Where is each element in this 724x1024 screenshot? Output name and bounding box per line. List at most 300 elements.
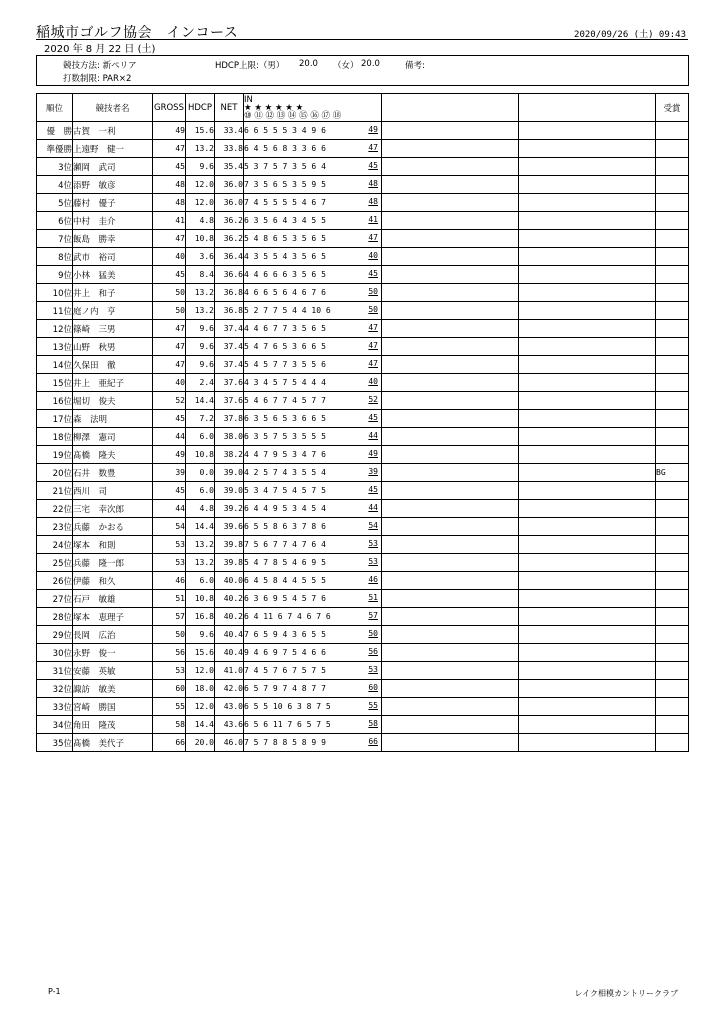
player-name-cell: 井上 亜紀子 (73, 374, 153, 392)
net-cell: 40.2 (215, 608, 244, 626)
net-cell: 37.6 (215, 392, 244, 410)
blank-cell (519, 590, 656, 608)
in-total: 48 (368, 197, 378, 206)
award-cell (656, 248, 689, 266)
player-name-cell: 長岡 広治 (73, 626, 153, 644)
player-name-cell: 庭ノ内 亨 (73, 302, 153, 320)
net-cell: 46.0 (215, 734, 244, 752)
blank-cell (519, 734, 656, 752)
gross-cell: 40 (153, 374, 186, 392)
blank-cell (382, 464, 519, 482)
blank-cell (382, 662, 519, 680)
award-cell (656, 284, 689, 302)
hdcp-cell: 14.4 (186, 518, 215, 536)
award-cell (656, 140, 689, 158)
hole-numbers: ⑩ ⑪ ⑫ ⑬ ⑭ ⑮ ⑯ ⑰ ⑱ (244, 110, 342, 121)
printed-timestamp: 2020/09/26 (土) 09:43 (574, 30, 686, 40)
hole-scores-cell (244, 284, 382, 302)
hole-scores-cell (244, 572, 382, 590)
award-cell (656, 410, 689, 428)
hdcp-cell: 9.6 (186, 626, 215, 644)
hdcp-female-value: 20.0 (361, 59, 380, 69)
gross-cell: 49 (153, 122, 186, 140)
hole-scores: 7 4 5 7 6 7 5 7 5 (244, 666, 326, 675)
hole-scores-cell (244, 248, 382, 266)
col-gross: GROSS (153, 94, 186, 122)
in-total: 39 (368, 467, 378, 476)
player-name-cell: 諏訪 敏美 (73, 680, 153, 698)
blank-cell (519, 446, 656, 464)
player-name-cell: 山野 秋男 (73, 338, 153, 356)
hole-scores: 6 3 5 6 4 3 4 5 5 (244, 216, 326, 225)
in-total: 40 (368, 251, 378, 260)
table-row (37, 464, 689, 482)
hdcp-cell: 6.0 (186, 572, 215, 590)
hdcp-cell: 13.2 (186, 140, 215, 158)
table-row (37, 518, 689, 536)
blank-cell (519, 320, 656, 338)
player-name-cell: 添野 敏彦 (73, 176, 153, 194)
gross-cell: 41 (153, 212, 186, 230)
net-cell: 36.4 (215, 248, 244, 266)
net-cell: 38.2 (215, 446, 244, 464)
blank-cell (519, 626, 656, 644)
rank-cell: 31位 (37, 662, 73, 680)
player-name-cell: 三宅 幸次郎 (73, 500, 153, 518)
player-name-cell: 中村 圭介 (73, 212, 153, 230)
hdcp-cell: 10.8 (186, 590, 215, 608)
table-row (37, 374, 689, 392)
award-cell (656, 518, 689, 536)
hdcp-cell: 9.6 (186, 320, 215, 338)
gross-cell: 47 (153, 140, 186, 158)
hole-scores: 6 5 6 11 7 6 5 7 5 (244, 720, 331, 729)
competition-info-box (36, 55, 689, 86)
table-row (37, 662, 689, 680)
hdcp-cell: 14.4 (186, 716, 215, 734)
hole-scores: 4 2 5 7 4 3 5 5 4 (244, 468, 326, 477)
net-cell: 43.6 (215, 716, 244, 734)
hdcp-cell: 6.0 (186, 428, 215, 446)
blank-cell (382, 500, 519, 518)
hole-scores-cell (244, 518, 382, 536)
hole-scores-cell (244, 662, 382, 680)
blank-cell (382, 716, 519, 734)
rank-cell: 29位 (37, 626, 73, 644)
remarks-label: 備考: (405, 61, 425, 71)
col-blank-2 (519, 94, 656, 122)
table-row (37, 482, 689, 500)
hole-scores-cell (244, 734, 382, 752)
table-row (37, 572, 689, 590)
rank-cell: 24位 (37, 536, 73, 554)
hole-scores-cell (244, 176, 382, 194)
hole-scores-cell (244, 338, 382, 356)
col-name: 競技者名 (73, 94, 153, 122)
gross-cell: 45 (153, 482, 186, 500)
hole-scores-cell (244, 644, 382, 662)
award-cell (656, 590, 689, 608)
hole-scores: 6 4 4 9 5 3 4 5 4 (244, 504, 326, 513)
in-total: 44 (368, 503, 378, 512)
award-cell (656, 572, 689, 590)
gross-cell: 49 (153, 446, 186, 464)
award-cell (656, 428, 689, 446)
award-cell (656, 716, 689, 734)
in-total: 54 (368, 521, 378, 530)
in-total: 44 (368, 431, 378, 440)
blank-cell (382, 266, 519, 284)
blank-cell (519, 230, 656, 248)
hole-scores: 6 3 5 7 5 3 5 5 5 (244, 432, 326, 441)
gross-cell: 45 (153, 158, 186, 176)
gross-cell: 51 (153, 590, 186, 608)
gross-cell: 50 (153, 284, 186, 302)
rank-cell: 23位 (37, 518, 73, 536)
rank-cell: 7位 (37, 230, 73, 248)
hole-scores-cell (244, 122, 382, 140)
hole-scores: 6 3 6 9 5 4 5 7 6 (244, 594, 326, 603)
table-row (37, 320, 689, 338)
blank-cell (519, 122, 656, 140)
rank-cell: 16位 (37, 392, 73, 410)
player-name-cell: 安藤 英敏 (73, 662, 153, 680)
stroke-limit-label: 打数制限: PAR×2 (63, 74, 132, 84)
gross-cell: 48 (153, 176, 186, 194)
gross-cell: 53 (153, 554, 186, 572)
player-name-cell: 宮崎 勝国 (73, 698, 153, 716)
hole-scores: 7 4 5 5 5 5 4 6 7 (244, 198, 326, 207)
player-name-cell: 古賀 一利 (73, 122, 153, 140)
rank-cell: 27位 (37, 590, 73, 608)
gross-cell: 52 (153, 392, 186, 410)
player-name-cell: 西川 司 (73, 482, 153, 500)
award-cell (656, 554, 689, 572)
table-row (37, 446, 689, 464)
award-cell (656, 698, 689, 716)
blank-cell (382, 446, 519, 464)
table-row (37, 392, 689, 410)
hole-scores: 6 5 5 8 6 3 7 8 6 (244, 522, 326, 531)
net-cell: 36.0 (215, 176, 244, 194)
table-row (37, 230, 689, 248)
player-name-cell: 石戸 敏雄 (73, 590, 153, 608)
hole-scores: 6 5 5 10 6 3 8 7 5 (244, 702, 331, 711)
rank-cell: 6位 (37, 212, 73, 230)
hole-scores: 6 4 5 8 4 4 5 5 5 (244, 576, 326, 585)
handicap-hole-stars: ★ ★ ★ ★ ★ ★ (244, 102, 304, 113)
net-cell: 41.0 (215, 662, 244, 680)
net-cell: 36.2 (215, 230, 244, 248)
in-total: 47 (368, 341, 378, 350)
rank-cell: 20位 (37, 464, 73, 482)
table-row (37, 194, 689, 212)
blank-cell (519, 698, 656, 716)
table-row (37, 338, 689, 356)
rank-cell: 10位 (37, 284, 73, 302)
blank-cell (519, 194, 656, 212)
blank-cell (382, 734, 519, 752)
player-name-cell: 角田 隆茂 (73, 716, 153, 734)
hdcp-cell: 0.0 (186, 464, 215, 482)
blank-cell (519, 500, 656, 518)
blank-cell (382, 572, 519, 590)
rank-cell: 3位 (37, 158, 73, 176)
blank-cell (519, 680, 656, 698)
rank-cell: 21位 (37, 482, 73, 500)
hole-scores: 4 4 6 6 6 3 5 6 5 (244, 270, 326, 279)
rank-cell: 34位 (37, 716, 73, 734)
blank-cell (519, 392, 656, 410)
net-cell: 39.8 (215, 536, 244, 554)
hole-scores: 7 5 6 7 7 4 7 6 4 (244, 540, 326, 549)
award-cell (656, 230, 689, 248)
blank-cell (519, 536, 656, 554)
in-total: 55 (368, 701, 378, 710)
hole-scores-cell (244, 554, 382, 572)
table-row (37, 590, 689, 608)
table-header-row (37, 94, 689, 122)
table-row (37, 554, 689, 572)
hdcp-female-label: （女） (333, 61, 359, 71)
in-total: 53 (368, 665, 378, 674)
in-total: 47 (368, 233, 378, 242)
blank-cell (519, 140, 656, 158)
rank-cell: 19位 (37, 446, 73, 464)
net-cell: 37.6 (215, 374, 244, 392)
hole-scores-cell (244, 626, 382, 644)
player-name-cell: 永野 俊一 (73, 644, 153, 662)
hdcp-cell: 12.0 (186, 194, 215, 212)
table-row (37, 734, 689, 752)
gross-cell: 53 (153, 662, 186, 680)
rank-cell: 13位 (37, 338, 73, 356)
blank-cell (382, 554, 519, 572)
hole-scores: 5 4 5 7 7 3 5 5 6 (244, 360, 326, 369)
award-cell (656, 500, 689, 518)
blank-cell (382, 392, 519, 410)
in-total: 50 (368, 305, 378, 314)
net-cell: 36.8 (215, 302, 244, 320)
gross-cell: 44 (153, 428, 186, 446)
blank-cell (519, 464, 656, 482)
player-name-cell: 武市 裕司 (73, 248, 153, 266)
blank-cell (382, 536, 519, 554)
gross-cell: 50 (153, 626, 186, 644)
hdcp-cell: 14.4 (186, 392, 215, 410)
gross-cell: 53 (153, 536, 186, 554)
blank-cell (519, 338, 656, 356)
award-cell (656, 482, 689, 500)
award-cell (656, 662, 689, 680)
net-cell: 36.8 (215, 284, 244, 302)
rank-cell: 22位 (37, 500, 73, 518)
hole-scores: 7 3 5 6 5 3 5 9 5 (244, 180, 326, 189)
award-cell (656, 302, 689, 320)
blank-cell (382, 248, 519, 266)
hdcp-cell: 9.6 (186, 158, 215, 176)
award-cell (656, 356, 689, 374)
net-cell: 39.0 (215, 482, 244, 500)
player-name-cell: 森 法明 (73, 410, 153, 428)
blank-cell (382, 698, 519, 716)
blank-cell (382, 374, 519, 392)
in-total: 50 (368, 629, 378, 638)
hole-scores-cell (244, 446, 382, 464)
in-total: 40 (368, 377, 378, 386)
rank-cell: 18位 (37, 428, 73, 446)
blank-cell (519, 176, 656, 194)
table-row (37, 212, 689, 230)
hole-scores-cell (244, 698, 382, 716)
player-name-cell: 兵藤 隆一郎 (73, 554, 153, 572)
rank-cell: 準優勝 (37, 140, 73, 158)
blank-cell (382, 590, 519, 608)
col-in-holes (244, 94, 382, 122)
gross-cell: 60 (153, 680, 186, 698)
hole-scores-cell (244, 302, 382, 320)
blank-cell (382, 320, 519, 338)
in-total: 49 (368, 125, 378, 134)
blank-cell (382, 410, 519, 428)
rank-cell: 9位 (37, 266, 73, 284)
hole-scores: 4 6 6 5 6 4 6 7 6 (244, 288, 326, 297)
hole-scores: 5 4 8 6 5 3 5 6 5 (244, 234, 326, 243)
gross-cell: 40 (153, 248, 186, 266)
in-total: 46 (368, 575, 378, 584)
award-cell (656, 374, 689, 392)
net-cell: 43.0 (215, 698, 244, 716)
award-cell (656, 626, 689, 644)
blank-cell (382, 428, 519, 446)
hdcp-cell: 10.8 (186, 230, 215, 248)
hole-scores: 6 6 5 5 5 3 4 9 6 (244, 126, 326, 135)
player-name-cell: 石井 数豊 (73, 464, 153, 482)
rank-cell: 12位 (37, 320, 73, 338)
hole-scores: 5 4 6 7 7 4 5 7 7 (244, 396, 326, 405)
in-label: IN (244, 94, 253, 105)
hdcp-cell: 20.0 (186, 734, 215, 752)
award-cell (656, 194, 689, 212)
hdcp-cell: 9.6 (186, 338, 215, 356)
blank-cell (382, 338, 519, 356)
net-cell: 33.8 (215, 140, 244, 158)
blank-cell (382, 680, 519, 698)
page-title: 稲城市ゴルフ協会 インコース (36, 25, 239, 41)
blank-cell (382, 356, 519, 374)
hdcp-cell: 4.8 (186, 500, 215, 518)
award-cell (656, 536, 689, 554)
hole-scores-cell (244, 140, 382, 158)
blank-cell (382, 302, 519, 320)
rank-cell: 32位 (37, 680, 73, 698)
in-total: 48 (368, 179, 378, 188)
blank-cell (382, 482, 519, 500)
gross-cell: 50 (153, 302, 186, 320)
rank-cell: 25位 (37, 554, 73, 572)
award-cell (656, 644, 689, 662)
in-total: 41 (368, 215, 378, 224)
in-total: 47 (368, 143, 378, 152)
net-cell: 37.4 (215, 320, 244, 338)
player-name-cell: 瀬岡 武司 (73, 158, 153, 176)
rank-cell: 4位 (37, 176, 73, 194)
hdcp-cell: 2.4 (186, 374, 215, 392)
net-cell: 36.0 (215, 194, 244, 212)
blank-cell (382, 230, 519, 248)
player-name-cell: 堀切 俊夫 (73, 392, 153, 410)
in-total: 57 (368, 611, 378, 620)
award-cell (656, 158, 689, 176)
hdcp-limit-label: HDCP上限:（男） (215, 61, 285, 71)
hdcp-cell: 15.6 (186, 644, 215, 662)
player-name-cell: 藤村 優子 (73, 194, 153, 212)
hole-scores-cell (244, 590, 382, 608)
blank-cell (519, 374, 656, 392)
hdcp-cell: 16.8 (186, 608, 215, 626)
award-cell (656, 446, 689, 464)
hole-scores: 5 4 7 6 5 3 6 6 5 (244, 342, 326, 351)
hole-scores-cell (244, 464, 382, 482)
table-row (37, 266, 689, 284)
player-name-cell: 上遠野 健一 (73, 140, 153, 158)
player-name-cell: 髙橋 隆夫 (73, 446, 153, 464)
in-total: 47 (368, 359, 378, 368)
in-total: 56 (368, 647, 378, 656)
blank-cell (382, 122, 519, 140)
net-cell: 37.4 (215, 338, 244, 356)
hdcp-cell: 7.2 (186, 410, 215, 428)
blank-cell (519, 158, 656, 176)
hole-scores-cell (244, 266, 382, 284)
gross-cell: 47 (153, 356, 186, 374)
award-cell (656, 608, 689, 626)
blank-cell (519, 428, 656, 446)
method-label: 競技方法: 新ペリア (63, 61, 137, 71)
in-total: 45 (368, 161, 378, 170)
net-cell: 36.6 (215, 266, 244, 284)
gross-cell: 56 (153, 644, 186, 662)
hole-scores: 9 4 6 9 7 5 4 6 6 (244, 648, 326, 657)
blank-cell (519, 410, 656, 428)
in-total: 45 (368, 485, 378, 494)
hdcp-cell: 8.4 (186, 266, 215, 284)
net-cell: 37.8 (215, 410, 244, 428)
net-cell: 39.8 (215, 554, 244, 572)
hole-scores: 6 5 7 9 7 4 8 7 7 (244, 684, 326, 693)
in-total: 52 (368, 395, 378, 404)
blank-cell (519, 644, 656, 662)
results-table (36, 93, 689, 752)
hdcp-cell: 12.0 (186, 662, 215, 680)
table-row (37, 680, 689, 698)
hdcp-male-value: 20.0 (299, 59, 318, 69)
rank-cell: 28位 (37, 608, 73, 626)
hole-scores-cell (244, 356, 382, 374)
award-cell (656, 392, 689, 410)
hole-scores-cell (244, 500, 382, 518)
table-row (37, 140, 689, 158)
hole-scores-cell (244, 194, 382, 212)
hole-scores-cell (244, 716, 382, 734)
player-name-cell: 塚本 恵理子 (73, 608, 153, 626)
net-cell: 36.2 (215, 212, 244, 230)
hole-scores: 5 2 7 7 5 4 4 10 6 (244, 306, 331, 315)
net-cell: 40.0 (215, 572, 244, 590)
hole-scores-cell (244, 410, 382, 428)
table-row (37, 158, 689, 176)
hole-scores: 4 3 5 5 4 3 5 6 5 (244, 252, 326, 261)
